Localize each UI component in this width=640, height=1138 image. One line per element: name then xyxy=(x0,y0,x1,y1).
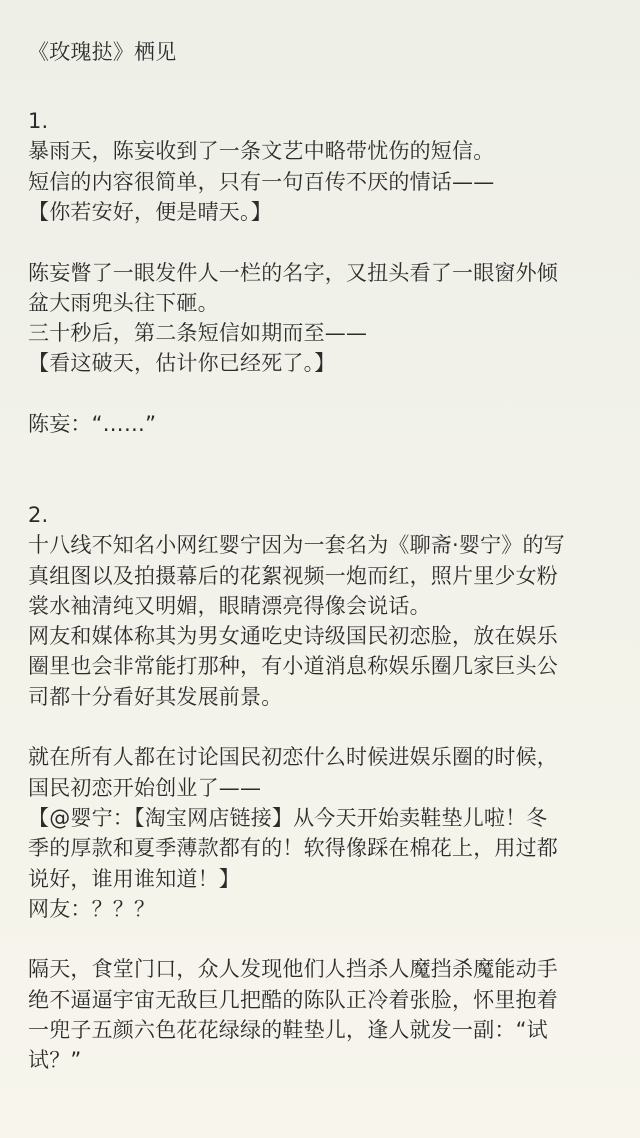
text-line: 国民初恋开始创业了—— xyxy=(28,775,262,800)
text-line: 暴雨天，陈妄收到了一条文艺中略带忧伤的短信。 xyxy=(28,139,495,164)
text-line: 说好，谁用谁知道！】 xyxy=(28,866,240,891)
text-line: 2. xyxy=(28,502,49,527)
text-line: 【你若安好，便是晴天。】 xyxy=(28,199,272,224)
text-line: 盆大雨兜头往下砸。 xyxy=(28,290,219,315)
text-line: 一兜子五颜六色花花绿绿的鞋垫儿，逢人就发一副：“试 xyxy=(28,1018,548,1042)
text-line: 陈妄：“……” xyxy=(28,412,157,436)
text-line: 司都十分看好其发展前景。 xyxy=(28,684,283,709)
text-line: 就在所有人都在讨论国民初恋什么时候进娱乐圈的时候， xyxy=(28,745,558,770)
text-line: 绝不逼逼宇宙无敌巨几把酷的陈队正冷着张脸，怀里抱着 xyxy=(28,987,558,1012)
document-title: 《玫瑰挞》栖见 xyxy=(28,40,177,64)
text-line: 1. xyxy=(28,109,49,133)
text-line: 真组图以及拍摄幕后的花絮视频一炮而红，照片里少女粉 xyxy=(28,563,558,588)
text-line: 裳水袖清纯又明媚，眼睛漂亮得像会说话。 xyxy=(28,593,431,618)
text-line: 十八线不知名小网红婴宁因为一套名为《聊斋·婴宁》的写 xyxy=(28,533,565,558)
text-line: 短信的内容很简单，只有一句百传不厌的情话—— xyxy=(28,169,495,194)
text-line: 圈里也会非常能打那种，有小道消息称娱乐圈几家巨头公 xyxy=(28,654,558,679)
text-line: 【@婴宁：【淘宝网店链接】从今天开始卖鞋垫儿啦！冬 xyxy=(28,805,548,830)
text-line: 网友：？？？ xyxy=(28,896,156,921)
text-line: 季的厚款和夏季薄款都有的！软得像踩在棉花上，用过都 xyxy=(28,836,558,861)
text-line: 三十秒后，第二条短信如期而至—— xyxy=(28,321,368,346)
text-line: 试？” xyxy=(28,1048,82,1073)
text-line: 陈妄瞥了一眼发件人一栏的名字，又扭头看了一眼窗外倾 xyxy=(28,260,558,285)
text-line: 网友和媒体称其为男女通吃史诗级国民初恋脸，放在娱乐 xyxy=(28,624,558,649)
text-line: 【看这破天，估计你已经死了。】 xyxy=(28,351,336,376)
text-line: 隔天，食堂门口，众人发现他们人挡杀人魔挡杀魔能动手 xyxy=(28,957,558,982)
